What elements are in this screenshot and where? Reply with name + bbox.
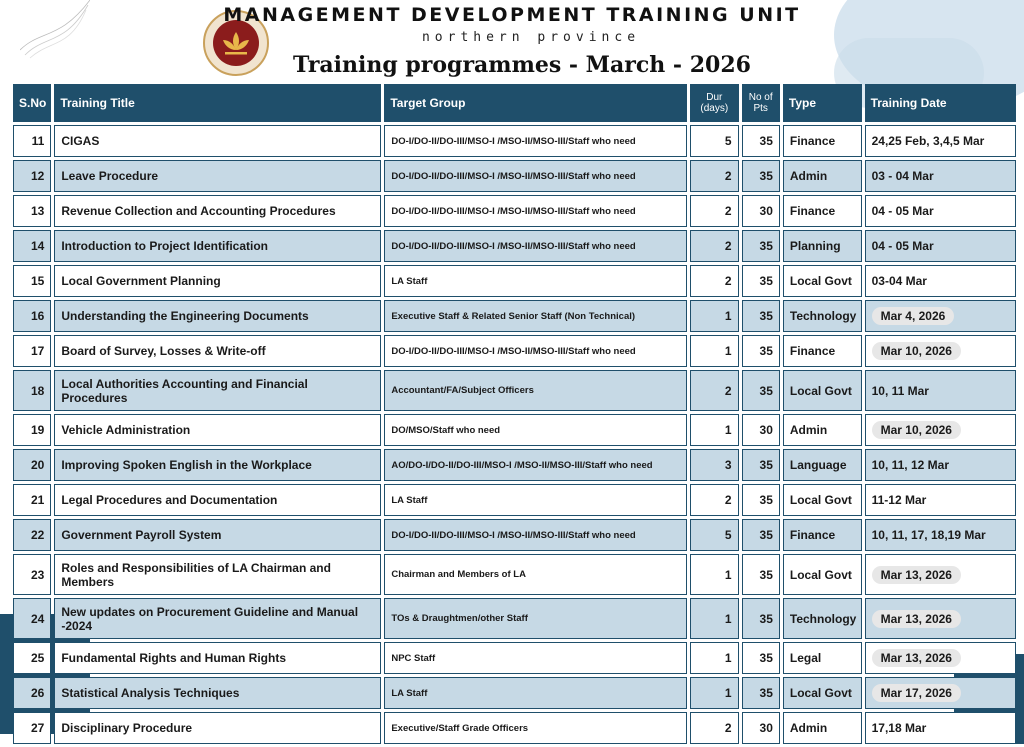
cell-type: Planning	[783, 230, 862, 262]
cell-title: Statistical Analysis Techniques	[54, 677, 381, 709]
cell-date	[865, 554, 1016, 595]
cell-type: Local Govt	[783, 265, 862, 297]
cell-participants: 35	[742, 677, 780, 709]
cell-title: Disciplinary Procedure	[54, 712, 381, 744]
cell-duration: 1	[690, 300, 738, 332]
cell-duration: 1	[690, 414, 738, 446]
table-row	[13, 300, 1016, 332]
cell-duration: 1	[690, 554, 738, 595]
cell-target-group: DO-I/DO-II/DO-III/MSO-I /MSO-II/MSO-III/Staff who need	[384, 195, 687, 227]
cell-duration: 1	[690, 677, 738, 709]
cell-target-group: Executive/Staff Grade Officers	[384, 712, 687, 744]
column-header-type: Type	[783, 84, 862, 122]
cell-date: 17,18 Mar	[865, 712, 1016, 744]
cell-title: CIGAS	[54, 125, 381, 157]
cell-sno: 23	[13, 554, 51, 595]
cell-participants: 30	[742, 712, 780, 744]
cell-duration: 2	[690, 195, 738, 227]
cell-date: 24,25 Feb, 3,4,5 Mar	[865, 125, 1016, 157]
date-pill: Mar 13, 2026	[872, 649, 961, 667]
table-row	[13, 125, 1016, 157]
table-row	[13, 712, 1016, 744]
cell-participants: 35	[742, 554, 780, 595]
cell-sno: 20	[13, 449, 51, 481]
cell-date: 11-12 Mar	[865, 484, 1016, 516]
date-pill: Mar 17, 2026	[872, 684, 961, 702]
cell-target-group: DO-I/DO-II/DO-III/MSO-I /MSO-II/MSO-III/Staff who need	[384, 519, 687, 551]
cell-participants: 35	[742, 598, 780, 639]
cell-title: Local Government Planning	[54, 265, 381, 297]
cell-participants: 35	[742, 265, 780, 297]
cell-type: Local Govt	[783, 554, 862, 595]
column-header-date: Training Date	[865, 84, 1016, 122]
cell-sno: 19	[13, 414, 51, 446]
cell-duration: 3	[690, 449, 738, 481]
cell-date: 10, 11, 17, 18,19 Mar	[865, 519, 1016, 551]
cell-type: Admin	[783, 160, 862, 192]
cell-title: Fundamental Rights and Human Rights	[54, 642, 381, 674]
cell-date: 03 - 04 Mar	[865, 160, 1016, 192]
page-heading: Training programmes - March - 2026	[293, 52, 751, 78]
cell-type: Admin	[783, 712, 862, 744]
cell-type: Finance	[783, 195, 862, 227]
cell-duration: 1	[690, 642, 738, 674]
cell-target-group: AO/DO-I/DO-II/DO-III/MSO-I /MSO-II/MSO-III/Staff who need	[384, 449, 687, 481]
cell-sno: 12	[13, 160, 51, 192]
cell-target-group: DO/MSO/Staff who need	[384, 414, 687, 446]
cell-participants: 35	[742, 484, 780, 516]
cell-date	[865, 598, 1016, 639]
cell-target-group: DO-I/DO-II/DO-III/MSO-I /MSO-II/MSO-III/Staff who need	[384, 230, 687, 262]
table-body	[13, 125, 1016, 744]
table-row	[13, 449, 1016, 481]
cell-title: Local Authorities Accounting and Financial Procedures	[54, 370, 381, 411]
cell-date: 04 - 05 Mar	[865, 195, 1016, 227]
cell-target-group: TOs & Draughtmen/other Staff	[384, 598, 687, 639]
table-header-row	[13, 84, 1016, 122]
cell-duration: 2	[690, 265, 738, 297]
column-header-participants: No of Pts	[742, 84, 780, 122]
cell-type: Technology	[783, 300, 862, 332]
cell-duration: 1	[690, 598, 738, 639]
cell-duration: 2	[690, 370, 738, 411]
cell-sno: 18	[13, 370, 51, 411]
table-row	[13, 370, 1016, 411]
cell-duration: 5	[690, 519, 738, 551]
cell-title: Vehicle Administration	[54, 414, 381, 446]
table-row	[13, 230, 1016, 262]
cell-target-group: NPC Staff	[384, 642, 687, 674]
column-header-sno: S.No	[13, 84, 51, 122]
cell-target-group: DO-I/DO-II/DO-III/MSO-I /MSO-II/MSO-III/Staff who need	[384, 125, 687, 157]
org-title: MANAGEMENT DEVELOPMENT TRAINING UNIT	[223, 4, 801, 26]
cell-date: 10, 11, 12 Mar	[865, 449, 1016, 481]
cell-title: Leave Procedure	[54, 160, 381, 192]
cell-title: Legal Procedures and Documentation	[54, 484, 381, 516]
cell-target-group: LA Staff	[384, 484, 687, 516]
cell-sno: 17	[13, 335, 51, 367]
table-row	[13, 598, 1016, 639]
cell-title: Roles and Responsibilities of LA Chairman and Members	[54, 554, 381, 595]
cell-participants: 35	[742, 230, 780, 262]
column-header-duration: Dur (days)	[690, 84, 738, 122]
cell-duration: 2	[690, 230, 738, 262]
cell-title: Board of Survey, Losses & Write-off	[54, 335, 381, 367]
table-row	[13, 335, 1016, 367]
cell-duration: 2	[690, 712, 738, 744]
cell-target-group: Chairman and Members of LA	[384, 554, 687, 595]
cell-date	[865, 642, 1016, 674]
date-pill: Mar 10, 2026	[872, 421, 961, 439]
cell-date	[865, 335, 1016, 367]
cell-date: 10, 11 Mar	[865, 370, 1016, 411]
cell-sno: 27	[13, 712, 51, 744]
cell-participants: 35	[742, 519, 780, 551]
cell-duration: 2	[690, 484, 738, 516]
cell-title: Improving Spoken English in the Workplace	[54, 449, 381, 481]
column-header-target: Target Group	[384, 84, 687, 122]
table-row	[13, 414, 1016, 446]
cell-type: Language	[783, 449, 862, 481]
cell-sno: 26	[13, 677, 51, 709]
cell-sno: 15	[13, 265, 51, 297]
cell-type: Legal	[783, 642, 862, 674]
cell-sno: 13	[13, 195, 51, 227]
cell-sno: 25	[13, 642, 51, 674]
cell-date	[865, 414, 1016, 446]
cell-type: Admin	[783, 414, 862, 446]
table-row	[13, 484, 1016, 516]
cell-sno: 24	[13, 598, 51, 639]
cell-type: Technology	[783, 598, 862, 639]
programmes-table	[10, 81, 1019, 747]
cell-target-group: LA Staff	[384, 677, 687, 709]
cell-title: Government Payroll System	[54, 519, 381, 551]
column-header-title: Training Title	[54, 84, 381, 122]
table-row	[13, 677, 1016, 709]
cell-type: Local Govt	[783, 484, 862, 516]
cell-sno: 21	[13, 484, 51, 516]
cell-type: Finance	[783, 335, 862, 367]
cell-title: Understanding the Engineering Documents	[54, 300, 381, 332]
cell-type: Local Govt	[783, 677, 862, 709]
cell-target-group: Executive Staff & Related Senior Staff (Non Technical)	[384, 300, 687, 332]
table-row	[13, 265, 1016, 297]
cell-sno: 16	[13, 300, 51, 332]
cell-target-group: DO-I/DO-II/DO-III/MSO-I /MSO-II/MSO-III/Staff who need	[384, 160, 687, 192]
cell-target-group: Accountant/FA/Subject Officers	[384, 370, 687, 411]
table-row	[13, 195, 1016, 227]
cell-participants: 30	[742, 195, 780, 227]
cell-date: 04 - 05 Mar	[865, 230, 1016, 262]
date-pill: Mar 13, 2026	[872, 566, 961, 584]
cell-participants: 35	[742, 449, 780, 481]
table-row	[13, 554, 1016, 595]
cell-participants: 35	[742, 160, 780, 192]
date-pill: Mar 4, 2026	[872, 307, 955, 325]
cell-participants: 35	[742, 335, 780, 367]
cell-title: Revenue Collection and Accounting Procedures	[54, 195, 381, 227]
cell-duration: 2	[690, 160, 738, 192]
cell-sno: 14	[13, 230, 51, 262]
cell-type: Finance	[783, 519, 862, 551]
cell-type: Local Govt	[783, 370, 862, 411]
date-pill: Mar 10, 2026	[872, 342, 961, 360]
cell-participants: 35	[742, 642, 780, 674]
cell-title: New updates on Procurement Guideline and Manual -2024	[54, 598, 381, 639]
cell-sno: 22	[13, 519, 51, 551]
cell-participants: 35	[742, 300, 780, 332]
cell-type: Finance	[783, 125, 862, 157]
cell-sno: 11	[13, 125, 51, 157]
cell-date	[865, 300, 1016, 332]
cell-participants: 35	[742, 125, 780, 157]
cell-title: Introduction to Project Identification	[54, 230, 381, 262]
table-row	[13, 642, 1016, 674]
org-subtitle: northern province	[421, 30, 641, 45]
cell-duration: 5	[690, 125, 738, 157]
cell-participants: 30	[742, 414, 780, 446]
cell-target-group: DO-I/DO-II/DO-III/MSO-I /MSO-II/MSO-III/Staff who need	[384, 335, 687, 367]
cell-duration: 1	[690, 335, 738, 367]
cell-date: 03-04 Mar	[865, 265, 1016, 297]
cell-target-group: LA Staff	[384, 265, 687, 297]
table-row	[13, 160, 1016, 192]
cell-participants: 35	[742, 370, 780, 411]
date-pill: Mar 13, 2026	[872, 610, 961, 628]
programmes-table-wrapper	[10, 81, 1019, 747]
cell-date	[865, 677, 1016, 709]
table-row	[13, 519, 1016, 551]
